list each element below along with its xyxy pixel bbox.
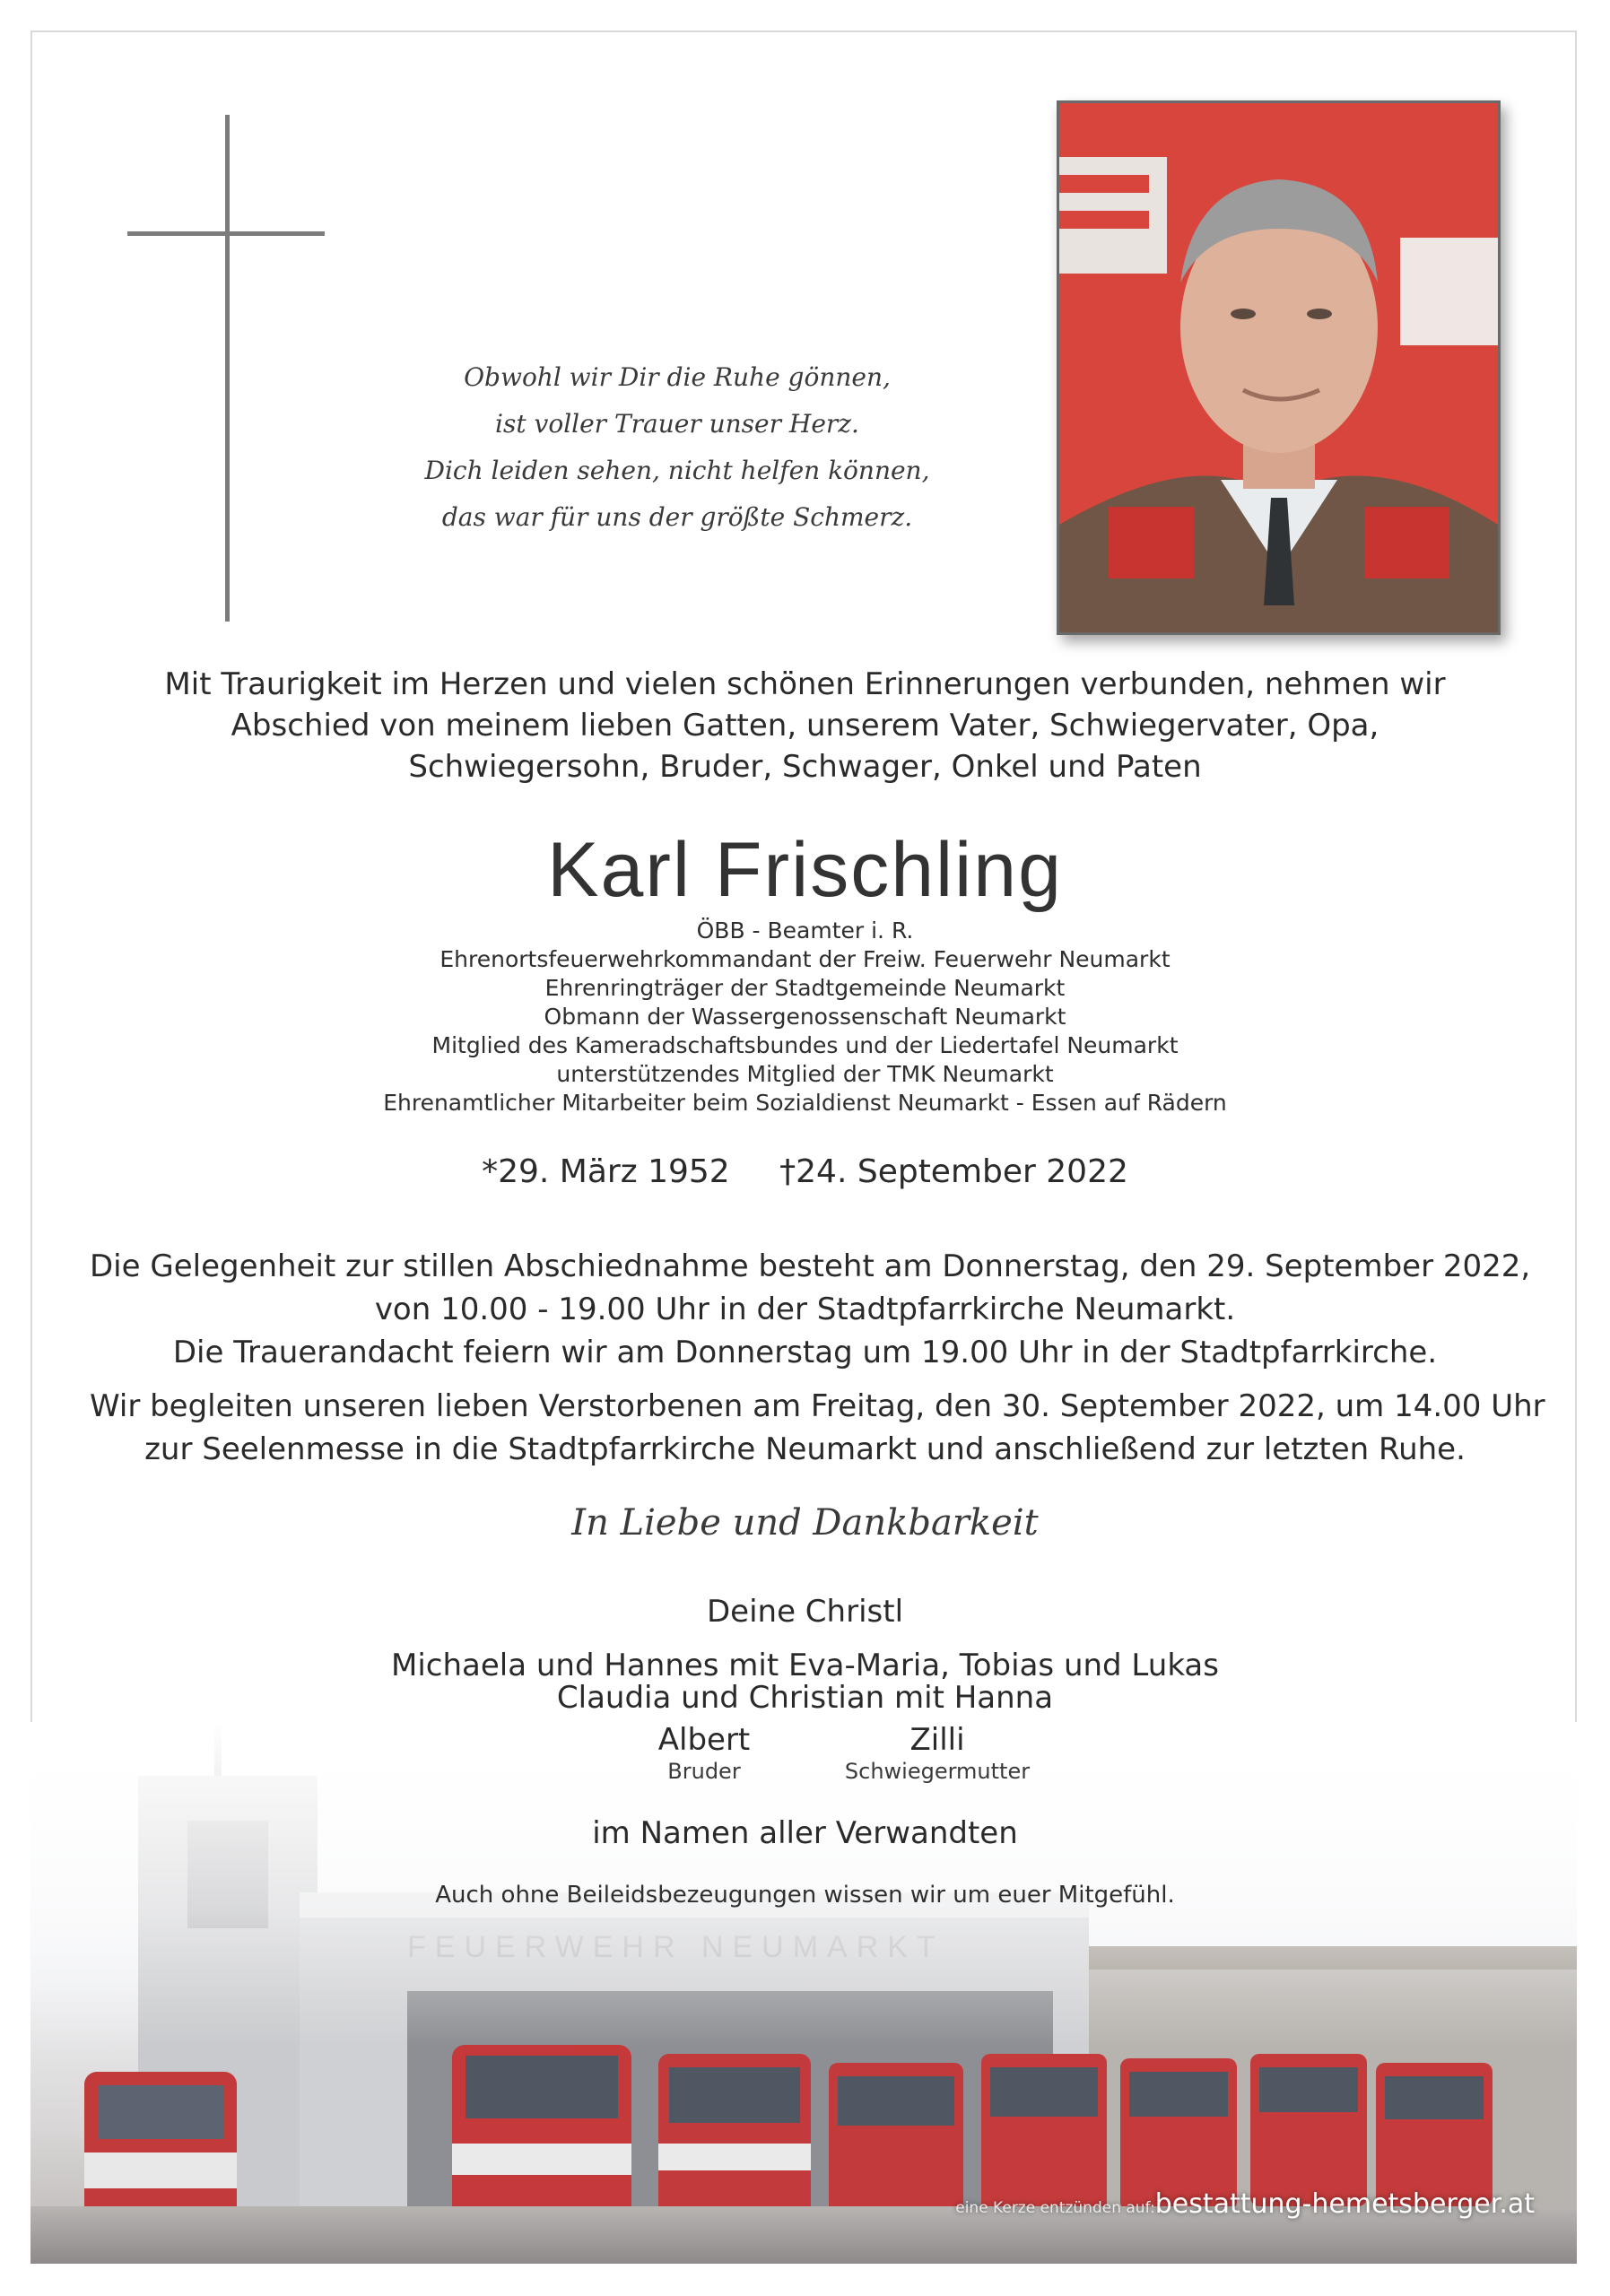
intro-line: Mit Traurigkeit im Herzen und vielen schönen Erinnerungen verbunden, nehmen wir — [164, 666, 1446, 702]
deceased-name: Karl Frischling — [547, 827, 1063, 913]
poem-line: ist voller Trauer unser Herz. — [495, 409, 859, 439]
relative-entry — [655, 1722, 753, 1785]
relative-name: Zilli — [909, 1722, 965, 1758]
intro-line: Abschied von meinem lieben Gatten, unserem Vater, Schwiegervater, Opa, — [231, 708, 1379, 744]
relative-relation: Schwiegermutter — [844, 1759, 1031, 1784]
portrait-photo — [1057, 100, 1501, 635]
website-prefix: eine Kerze entzünden auf: — [955, 2199, 1155, 2217]
website-link[interactable] — [955, 2188, 1535, 2220]
relative-entry — [830, 1722, 1045, 1785]
detail-line: von 10.00 - 19.00 Uhr in der Stadtpfarrkirche Neumarkt. — [374, 1292, 1236, 1327]
ceremony-details — [90, 1245, 1545, 1471]
closing-phrase: In Liebe und Dankbarkeit — [571, 1502, 1039, 1544]
poem-line: Obwohl wir Dir die Ruhe gönnen, — [464, 362, 891, 392]
birth-date: *29. März 1952 — [482, 1153, 730, 1190]
relative-relation: Bruder — [667, 1759, 741, 1784]
title-line: Ehrenamtlicher Mitarbeiter beim Sozialdienst Neumarkt - Essen auf Rädern — [383, 1090, 1227, 1116]
life-dates — [0, 1152, 1610, 1192]
cross-icon — [225, 115, 230, 622]
title-line: Obmann der Wassergenossenschaft Neumarkt — [544, 1004, 1066, 1030]
poem — [386, 354, 969, 541]
detail-line: Die Trauerandacht feiern wir am Donnerstag um 19.00 Uhr in der Stadtpfarrkirche. — [172, 1335, 1438, 1370]
detail-line: Die Gelegenheit zur stillen Abschiednahme besteht am Donnerstag, den 29. September 2022, — [90, 1248, 1531, 1284]
title-line: Ehrenringträger der Stadtgemeinde Neumarkt — [544, 975, 1066, 1001]
detail-line: zur Seelenmesse in die Stadtpfarrkirche Neumarkt und anschließend zur letzten Ruhe. — [144, 1431, 1466, 1467]
poem-line: das war für uns der größte Schmerz. — [441, 502, 913, 532]
website-url[interactable]: bestattung-hemetsberger.at — [1154, 2188, 1535, 2220]
title-line: unterstützendes Mitglied der TMK Neumarkt — [556, 1061, 1054, 1087]
detail-line: Wir begleiten unseren lieben Verstorbenen am Freitag, den 30. September 2022, um 14.00 Uhr — [90, 1388, 1545, 1424]
death-date: †24. September 2022 — [779, 1153, 1128, 1190]
relative-name: Albert — [657, 1722, 751, 1758]
fire-station-photo — [30, 1722, 1577, 2264]
poem-line: Dich leiden sehen, nicht helfen können, — [424, 456, 930, 485]
title-line: Ehrenortsfeuerwehrkommandant der Freiw. Feuerwehr Neumarkt — [439, 946, 1171, 972]
title-line: Mitglied des Kameradschaftsbundes und der Liedertafel Neumarkt — [431, 1032, 1179, 1058]
intro-text — [108, 664, 1502, 787]
title-line: ÖBB - Beamter i. R. — [696, 918, 914, 944]
condolence-note: Auch ohne Beileidsbezeugungen wissen wir um euer Mitgefühl. — [435, 1882, 1175, 1909]
family-all-relatives: im Namen aller Verwandten — [592, 1815, 1018, 1851]
family-children-line: Michaela und Hannes mit Eva-Maria, Tobias und Lukas — [391, 1648, 1219, 1683]
titles-list — [0, 917, 1610, 1118]
cross-icon-bar — [127, 231, 325, 236]
family-wife: Deine Christl — [706, 1594, 904, 1630]
family-children-line: Claudia und Christian mit Hanna — [556, 1680, 1054, 1716]
intro-line: Schwiegersohn, Bruder, Schwager, Onkel und Paten — [408, 749, 1202, 785]
